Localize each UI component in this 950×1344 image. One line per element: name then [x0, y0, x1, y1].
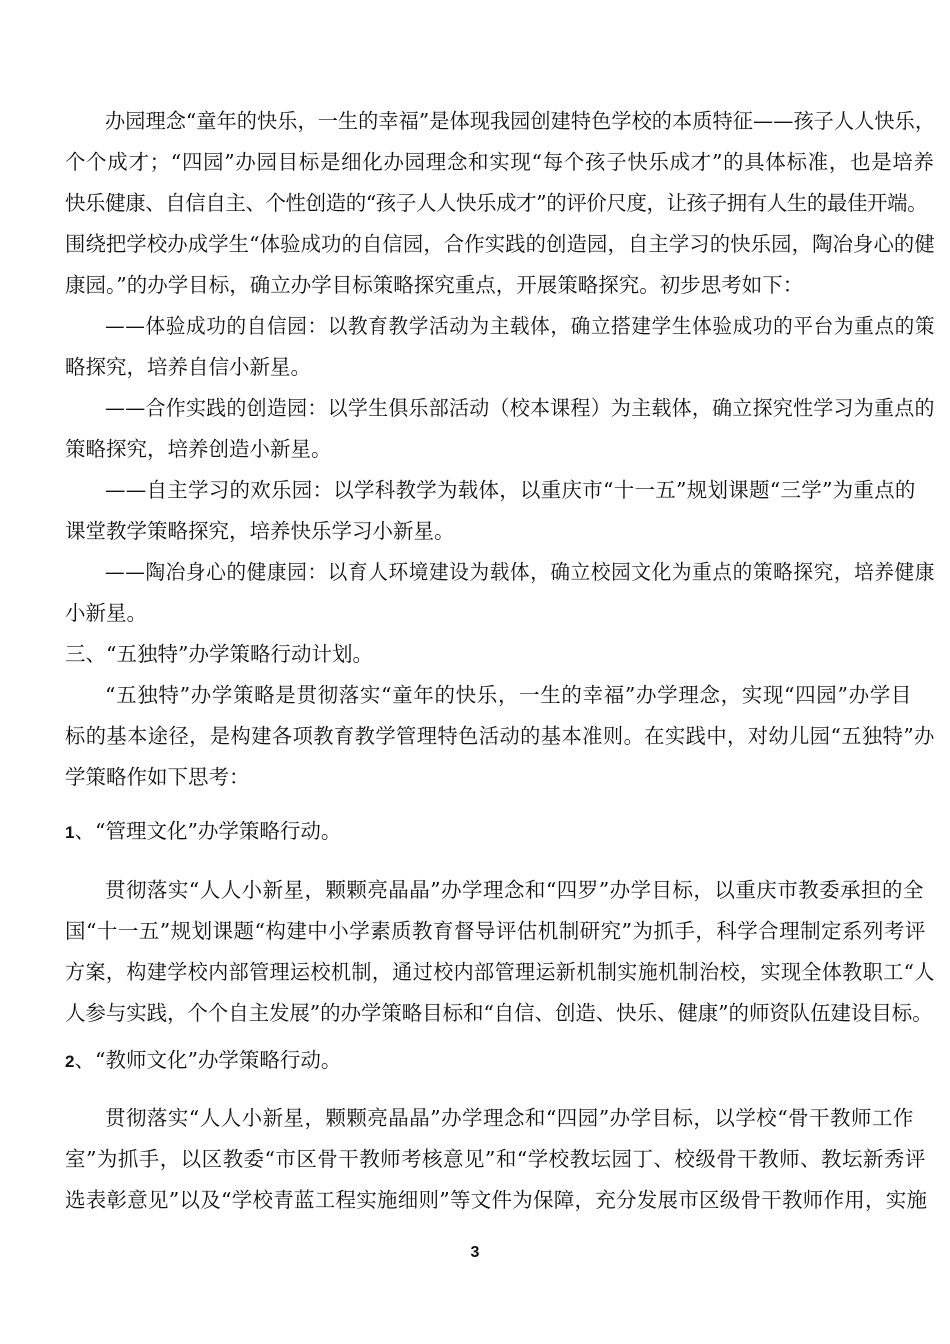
subsection-heading: [65, 1046, 341, 1076]
paragraph-line: 快乐健康、自信自主、个性创造的“孩子人人快乐成才”的评价尺度，让孩子拥有人生的最佳开端。: [65, 191, 928, 215]
subsection-heading-text: 、“管理文化”办学策略行动。: [74, 819, 342, 843]
list-number: 1: [65, 823, 75, 842]
paragraph-line: 围绕把学校办成学生“体验成功的自信园，合作实践的创造园，自主学习的快乐园，陶冶身心的健: [65, 232, 935, 256]
paragraph-line: ——陶冶身心的健康园：以育人环境建设为载体，确立校园文化为重点的策略探究，培养健康: [105, 560, 936, 584]
paragraph-line: “五独特”办学策略是贯彻落实“童年的快乐，一生的幸福”办学理念，实现“四园”办学目: [105, 683, 913, 707]
paragraph-line: 选表彰意见”以及“学校青蓝工程实施细则”等文件为保障，充分发展市区级骨干教师作用，实施: [65, 1188, 928, 1212]
subsection-heading-text: 、“教师文化”办学策略行动。: [74, 1048, 342, 1072]
paragraph-line: 康园。”的办学目标，确立办学目标策略探究重点，开展策略探究。初步思考如下：: [65, 273, 804, 297]
subsection-heading: [65, 817, 341, 847]
paragraph-line: 小新星。: [65, 601, 147, 625]
paragraph-line: 室”为抓手，以区教委“市区骨干教师考核意见”和“学校教坛园丁、校级骨干教师、教坛新秀评: [65, 1147, 926, 1171]
paragraph-line: 贯彻落实“人人小新星，颗颗亮晶晶”办学理念和“四罗”办学目标，以重庆市教委承担的全: [105, 878, 924, 902]
list-number: 2: [65, 1052, 75, 1071]
page-number: 3: [470, 1244, 480, 1261]
paragraph-line: ——自主学习的欢乐园：以学科教学为载体，以重庆市“十一五”规划课题“三学”为重点的: [105, 478, 916, 502]
paragraph-line: 人参与实践，个个自主发展”的办学策略目标和“自信、创造、快乐、健康”的师资队伍建设目标。: [65, 1001, 933, 1025]
paragraph-line: 个个成才；“四园”办园目标是细化办园理念和实现“每个孩子快乐成才”的具体标准，也是培养: [65, 150, 935, 174]
paragraph-line: 学策略作如下思考：: [65, 765, 250, 789]
paragraph-line: 略探究，培养自信小新星。: [65, 355, 311, 379]
paragraph-line: 办园理念“童年的快乐，一生的幸福”是体现我园创建特色学校的本质特征——孩子人人快乐，: [105, 109, 936, 133]
paragraph-line: ——合作实践的创造园：以学生俱乐部活动（校本课程）为主载体，确立探究性学习为重点的: [105, 396, 935, 420]
paragraph-line: ——体验成功的自信园：以教育教学活动为主载体，确立搭建学生体验成功的平台为重点的策: [105, 314, 936, 338]
paragraph-line: 贯彻落实“人人小新星，颗颗亮晶晶”办学理念和“四园”办学目标，以学校“骨干教师工作: [105, 1106, 914, 1130]
paragraph-line: 策略探究，培养创造小新星。: [65, 437, 332, 461]
paragraph-line: 标的基本途径，是构建各项教育教学管理特色活动的基本准则。在实践中，对幼儿园“五独特”办: [65, 724, 935, 748]
section-heading: 三、“五独特”办学策略行动计划。: [65, 642, 373, 666]
paragraph-line: 课堂教学策略探究，培养快乐学习小新星。: [65, 519, 455, 543]
paragraph-line: 国“十一五”规划课题“构建中小学素质教育督导评估机制研究”为抓手，科学合理制定系列考评: [65, 919, 926, 943]
paragraph-line: 方案，构建学校内部管理运校机制，通过校内部管理运新机制实施机制治校，实现全体教职工“人: [65, 960, 935, 984]
